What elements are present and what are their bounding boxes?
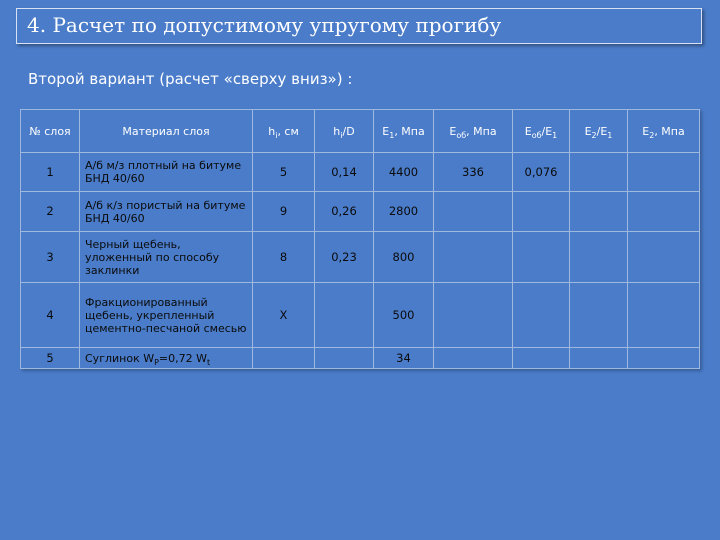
cell-layer-no: 3: [21, 232, 80, 283]
cell-eob: [434, 192, 513, 232]
layers-table: [20, 109, 700, 369]
cell-thickness-ratio: [315, 348, 374, 369]
cell-e2-e1: [570, 348, 628, 369]
cell-thickness: [253, 348, 315, 369]
cell-layer-no: 1: [21, 153, 80, 192]
cell-eob-e1: [513, 283, 570, 348]
cell-e2: [628, 153, 700, 192]
table-row: [21, 283, 700, 348]
cell-eob: [434, 232, 513, 283]
cell-thickness: X: [253, 283, 315, 348]
table-row: [21, 232, 700, 283]
cell-e2: [628, 192, 700, 232]
cell-e1: 500: [374, 283, 434, 348]
cell-e2: [628, 348, 700, 369]
header-thickness-ratio: $h_i/D$: [315, 110, 374, 153]
header-e1: $E_1$, Мпа: [374, 110, 434, 153]
cell-e2: [628, 283, 700, 348]
cell-e2-e1: [570, 153, 628, 192]
header-eob: $E_{об}$, Мпа: [434, 110, 513, 153]
header-thickness: $h_i$, см: [253, 110, 315, 153]
cell-thickness: 9: [253, 192, 315, 232]
cell-eob: [434, 283, 513, 348]
table-row: [21, 348, 700, 369]
table-header-row: [21, 110, 700, 153]
cell-thickness-ratio: 0,23: [315, 232, 374, 283]
cell-e2: [628, 232, 700, 283]
cell-thickness-ratio: 0,26: [315, 192, 374, 232]
cell-material: А/б м/з плотный на битуме БНД 40/60: [80, 153, 253, 192]
cell-e1: 34: [374, 348, 434, 369]
cell-eob-e1: [513, 348, 570, 369]
cell-layer-no: 2: [21, 192, 80, 232]
cell-material: Черный щебень, уложенный по способу заклинки: [80, 232, 253, 283]
cell-e1: 2800: [374, 192, 434, 232]
slide-title: 4. Расчет по допустимому упругому прогибу: [27, 13, 502, 37]
table-row: [21, 153, 700, 192]
cell-e2-e1: [570, 192, 628, 232]
cell-eob-e1: [513, 232, 570, 283]
cell-material: Фракционированный щебень, укрепленный цементно-песчаной смесью: [80, 283, 253, 348]
cell-thickness-ratio: 0,14: [315, 153, 374, 192]
cell-e1: 800: [374, 232, 434, 283]
cell-thickness-ratio: [315, 283, 374, 348]
cell-eob: [434, 348, 513, 369]
slide-title-frame: [16, 8, 702, 44]
header-e2-e1: $E_2/E_1$: [570, 110, 628, 153]
cell-thickness: 5: [253, 153, 315, 192]
cell-e2-e1: [570, 283, 628, 348]
cell-e1: 4400: [374, 153, 434, 192]
header-e2: $E_2$, Мпа: [628, 110, 700, 153]
header-material: Материал слоя: [80, 110, 253, 153]
header-eob-e1: $E_{об}/E_1$: [513, 110, 570, 153]
header-layer-no: № слоя: [21, 110, 80, 153]
cell-material: А/б к/з пористый на битуме БНД 40/60: [80, 192, 253, 232]
table-row: [21, 192, 700, 232]
cell-thickness: 8: [253, 232, 315, 283]
cell-material: Суглинок $W_P=0,72$ $W_t$: [80, 348, 253, 369]
cell-eob-e1: [513, 192, 570, 232]
cell-eob-e1: 0,076: [513, 153, 570, 192]
cell-e2-e1: [570, 232, 628, 283]
cell-layer-no: 4: [21, 283, 80, 348]
cell-eob: 336: [434, 153, 513, 192]
slide-subtitle: Второй вариант (расчет «сверху вниз») :: [28, 70, 353, 88]
cell-layer-no: 5: [21, 348, 80, 369]
